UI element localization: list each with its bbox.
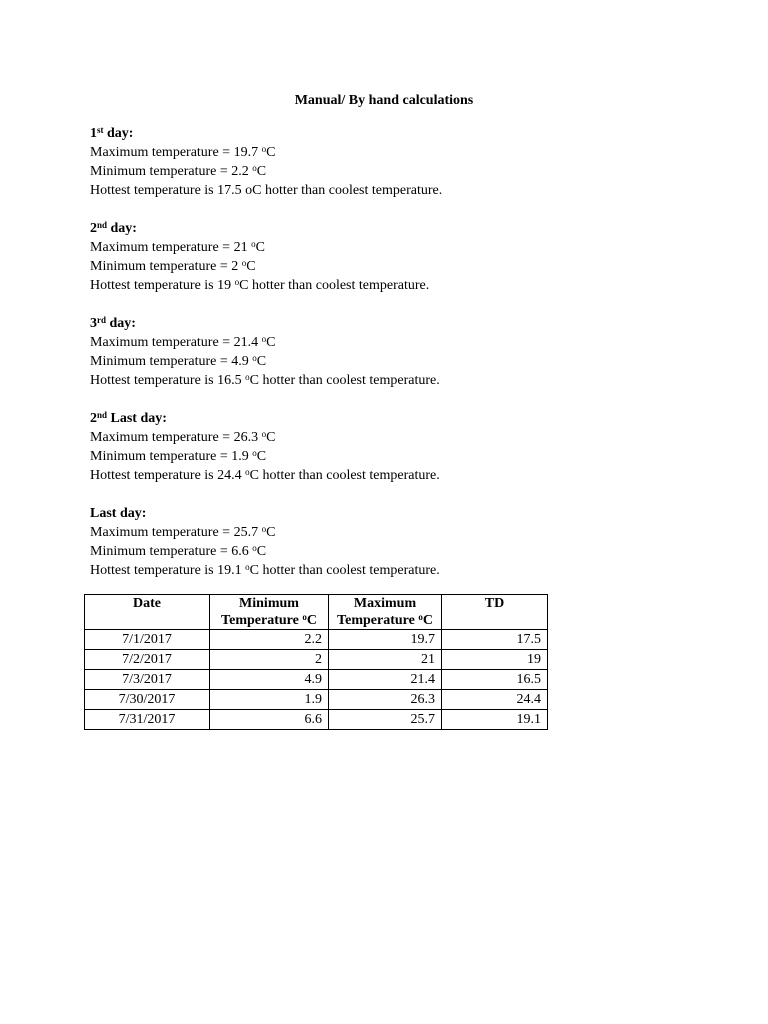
difference-line bbox=[90, 181, 650, 200]
degree-symbol: o bbox=[252, 163, 257, 173]
difference-suffix: C hotter than coolest temperature. bbox=[249, 468, 440, 483]
cell-max: 21 bbox=[329, 650, 442, 670]
degree-symbol: o bbox=[302, 612, 307, 622]
header-date bbox=[85, 595, 210, 630]
day-section bbox=[90, 504, 650, 580]
unit-text: C bbox=[266, 145, 276, 160]
cell-min: 4.9 bbox=[210, 670, 329, 690]
difference-line bbox=[90, 466, 650, 485]
unit-text: C bbox=[256, 449, 267, 464]
day-heading bbox=[90, 219, 650, 238]
max-temperature-line bbox=[90, 143, 650, 162]
difference-text: Hottest temperature is 24.4 bbox=[90, 468, 246, 483]
cell-td: 24.4 bbox=[442, 690, 548, 710]
max-temperature-line bbox=[90, 523, 650, 542]
cell-min: 1.9 bbox=[210, 690, 329, 710]
min-temperature-text: Minimum temperature = 6.6 bbox=[90, 544, 253, 559]
cell-td: 19 bbox=[442, 650, 548, 670]
day-heading-text: Last day: bbox=[107, 411, 167, 426]
difference-text: Hottest temperature is 19.1 bbox=[90, 563, 246, 578]
unit-text: C bbox=[256, 354, 267, 369]
ordinal-suffix: nd bbox=[97, 410, 108, 420]
degree-symbol: o bbox=[234, 277, 240, 287]
max-temperature-text: Maximum temperature = 21.4 bbox=[90, 335, 262, 350]
unit-text: C bbox=[256, 164, 267, 179]
min-temperature-line bbox=[90, 447, 650, 466]
max-temperature-line bbox=[90, 238, 650, 257]
cell-min: 2 bbox=[210, 650, 329, 670]
cell-date: 7/31/2017 bbox=[85, 710, 210, 730]
day-number: 2 bbox=[90, 221, 97, 236]
day-section bbox=[90, 219, 650, 295]
difference-line bbox=[90, 561, 650, 580]
day-heading-text: day: bbox=[103, 126, 134, 141]
min-temperature-text: Minimum temperature = 4.9 bbox=[90, 354, 253, 369]
day-number: 2 bbox=[90, 411, 97, 426]
day-section bbox=[90, 409, 650, 485]
header-date-label: Date bbox=[133, 596, 161, 611]
cell-date: 7/3/2017 bbox=[85, 670, 210, 690]
ordinal-suffix: rd bbox=[97, 315, 106, 325]
max-temperature-text: Maximum temperature = 26.3 bbox=[90, 430, 262, 445]
cell-date: 7/1/2017 bbox=[85, 630, 210, 650]
day-heading-text: day: bbox=[106, 316, 136, 331]
table-row bbox=[85, 670, 548, 690]
max-temperature-text: Maximum temperature = 21 bbox=[90, 240, 252, 255]
unit-text: C bbox=[246, 259, 256, 274]
difference-suffix: C hotter than coolest temperature. bbox=[239, 278, 430, 293]
day-heading bbox=[90, 504, 650, 523]
day-number: 3 bbox=[90, 316, 97, 331]
unit-text: C bbox=[422, 613, 433, 628]
degree-symbol: o bbox=[245, 467, 250, 477]
unit-text: C bbox=[266, 335, 276, 350]
min-temperature-line bbox=[90, 257, 650, 276]
degree-symbol: o bbox=[245, 562, 250, 572]
table-row bbox=[85, 630, 548, 650]
cell-date: 7/30/2017 bbox=[85, 690, 210, 710]
calculation-sections bbox=[90, 124, 650, 599]
unit-text: C bbox=[306, 613, 317, 628]
cell-date: 7/2/2017 bbox=[85, 650, 210, 670]
header-td-label: TD bbox=[484, 596, 505, 611]
min-temperature-line bbox=[90, 162, 650, 181]
difference-text: Hottest temperature is 17.5 oC hotter than coolest temperature. bbox=[90, 183, 443, 198]
table-row bbox=[85, 650, 548, 670]
day-heading bbox=[90, 409, 650, 428]
ordinal-suffix: nd bbox=[97, 220, 108, 230]
max-temperature-line bbox=[90, 428, 650, 447]
header-maximum-temperature bbox=[329, 595, 442, 630]
degree-symbol: o bbox=[261, 524, 267, 534]
cell-td: 16.5 bbox=[442, 670, 548, 690]
table-row bbox=[85, 690, 548, 710]
degree-symbol: o bbox=[251, 239, 256, 249]
cell-min: 2.2 bbox=[210, 630, 329, 650]
degree-symbol: o bbox=[261, 429, 267, 439]
unit-text: C bbox=[256, 544, 267, 559]
degree-symbol: o bbox=[245, 372, 250, 382]
cell-max: 26.3 bbox=[329, 690, 442, 710]
degree-symbol: o bbox=[261, 144, 267, 154]
header-min-line2: Temperature bbox=[221, 613, 303, 628]
ordinal-suffix: st bbox=[97, 125, 104, 135]
difference-text: Hottest temperature is 19 bbox=[90, 278, 235, 293]
header-min-line1: Minimum bbox=[239, 596, 299, 611]
difference-line bbox=[90, 276, 650, 295]
min-temperature-text: Minimum temperature = 1.9 bbox=[90, 449, 253, 464]
degree-symbol: o bbox=[241, 258, 247, 268]
max-temperature-text: Maximum temperature = 19.7 bbox=[90, 145, 262, 160]
day-heading-text: Last day: bbox=[90, 506, 147, 521]
degree-symbol: o bbox=[252, 448, 257, 458]
temperature-table bbox=[84, 594, 548, 730]
difference-suffix: C hotter than coolest temperature. bbox=[249, 373, 440, 388]
max-temperature-line bbox=[90, 333, 650, 352]
unit-text: C bbox=[266, 430, 276, 445]
degree-symbol: o bbox=[252, 353, 257, 363]
difference-text: Hottest temperature is 16.5 bbox=[90, 373, 246, 388]
header-minimum-temperature bbox=[210, 595, 329, 630]
difference-line bbox=[90, 371, 650, 390]
degree-symbol: o bbox=[252, 543, 257, 553]
day-heading-text: day: bbox=[107, 221, 137, 236]
day-section bbox=[90, 124, 650, 200]
day-number: 1 bbox=[90, 126, 97, 141]
unit-text: C bbox=[255, 240, 265, 255]
min-temperature-text: Minimum temperature = 2.2 bbox=[90, 164, 253, 179]
header-td bbox=[442, 595, 548, 630]
cell-td: 19.1 bbox=[442, 710, 548, 730]
table-row bbox=[85, 710, 548, 730]
unit-text: C bbox=[266, 525, 276, 540]
cell-max: 19.7 bbox=[329, 630, 442, 650]
header-max-line1: Maximum bbox=[353, 596, 417, 611]
min-temperature-text: Minimum temperature = 2 bbox=[90, 259, 242, 274]
cell-td: 17.5 bbox=[442, 630, 548, 650]
table-header-row bbox=[85, 595, 548, 630]
day-heading bbox=[90, 314, 650, 333]
page-title: Manual/ By hand calculations bbox=[294, 93, 474, 108]
cell-max: 25.7 bbox=[329, 710, 442, 730]
max-temperature-text: Maximum temperature = 25.7 bbox=[90, 525, 262, 540]
day-heading bbox=[90, 124, 650, 143]
degree-symbol: o bbox=[418, 612, 423, 622]
day-section bbox=[90, 314, 650, 390]
header-max-line2: Temperature bbox=[337, 613, 419, 628]
min-temperature-line bbox=[90, 352, 650, 371]
cell-min: 6.6 bbox=[210, 710, 329, 730]
degree-symbol: o bbox=[261, 334, 267, 344]
cell-max: 21.4 bbox=[329, 670, 442, 690]
difference-suffix: C hotter than coolest temperature. bbox=[249, 563, 440, 578]
min-temperature-line bbox=[90, 542, 650, 561]
